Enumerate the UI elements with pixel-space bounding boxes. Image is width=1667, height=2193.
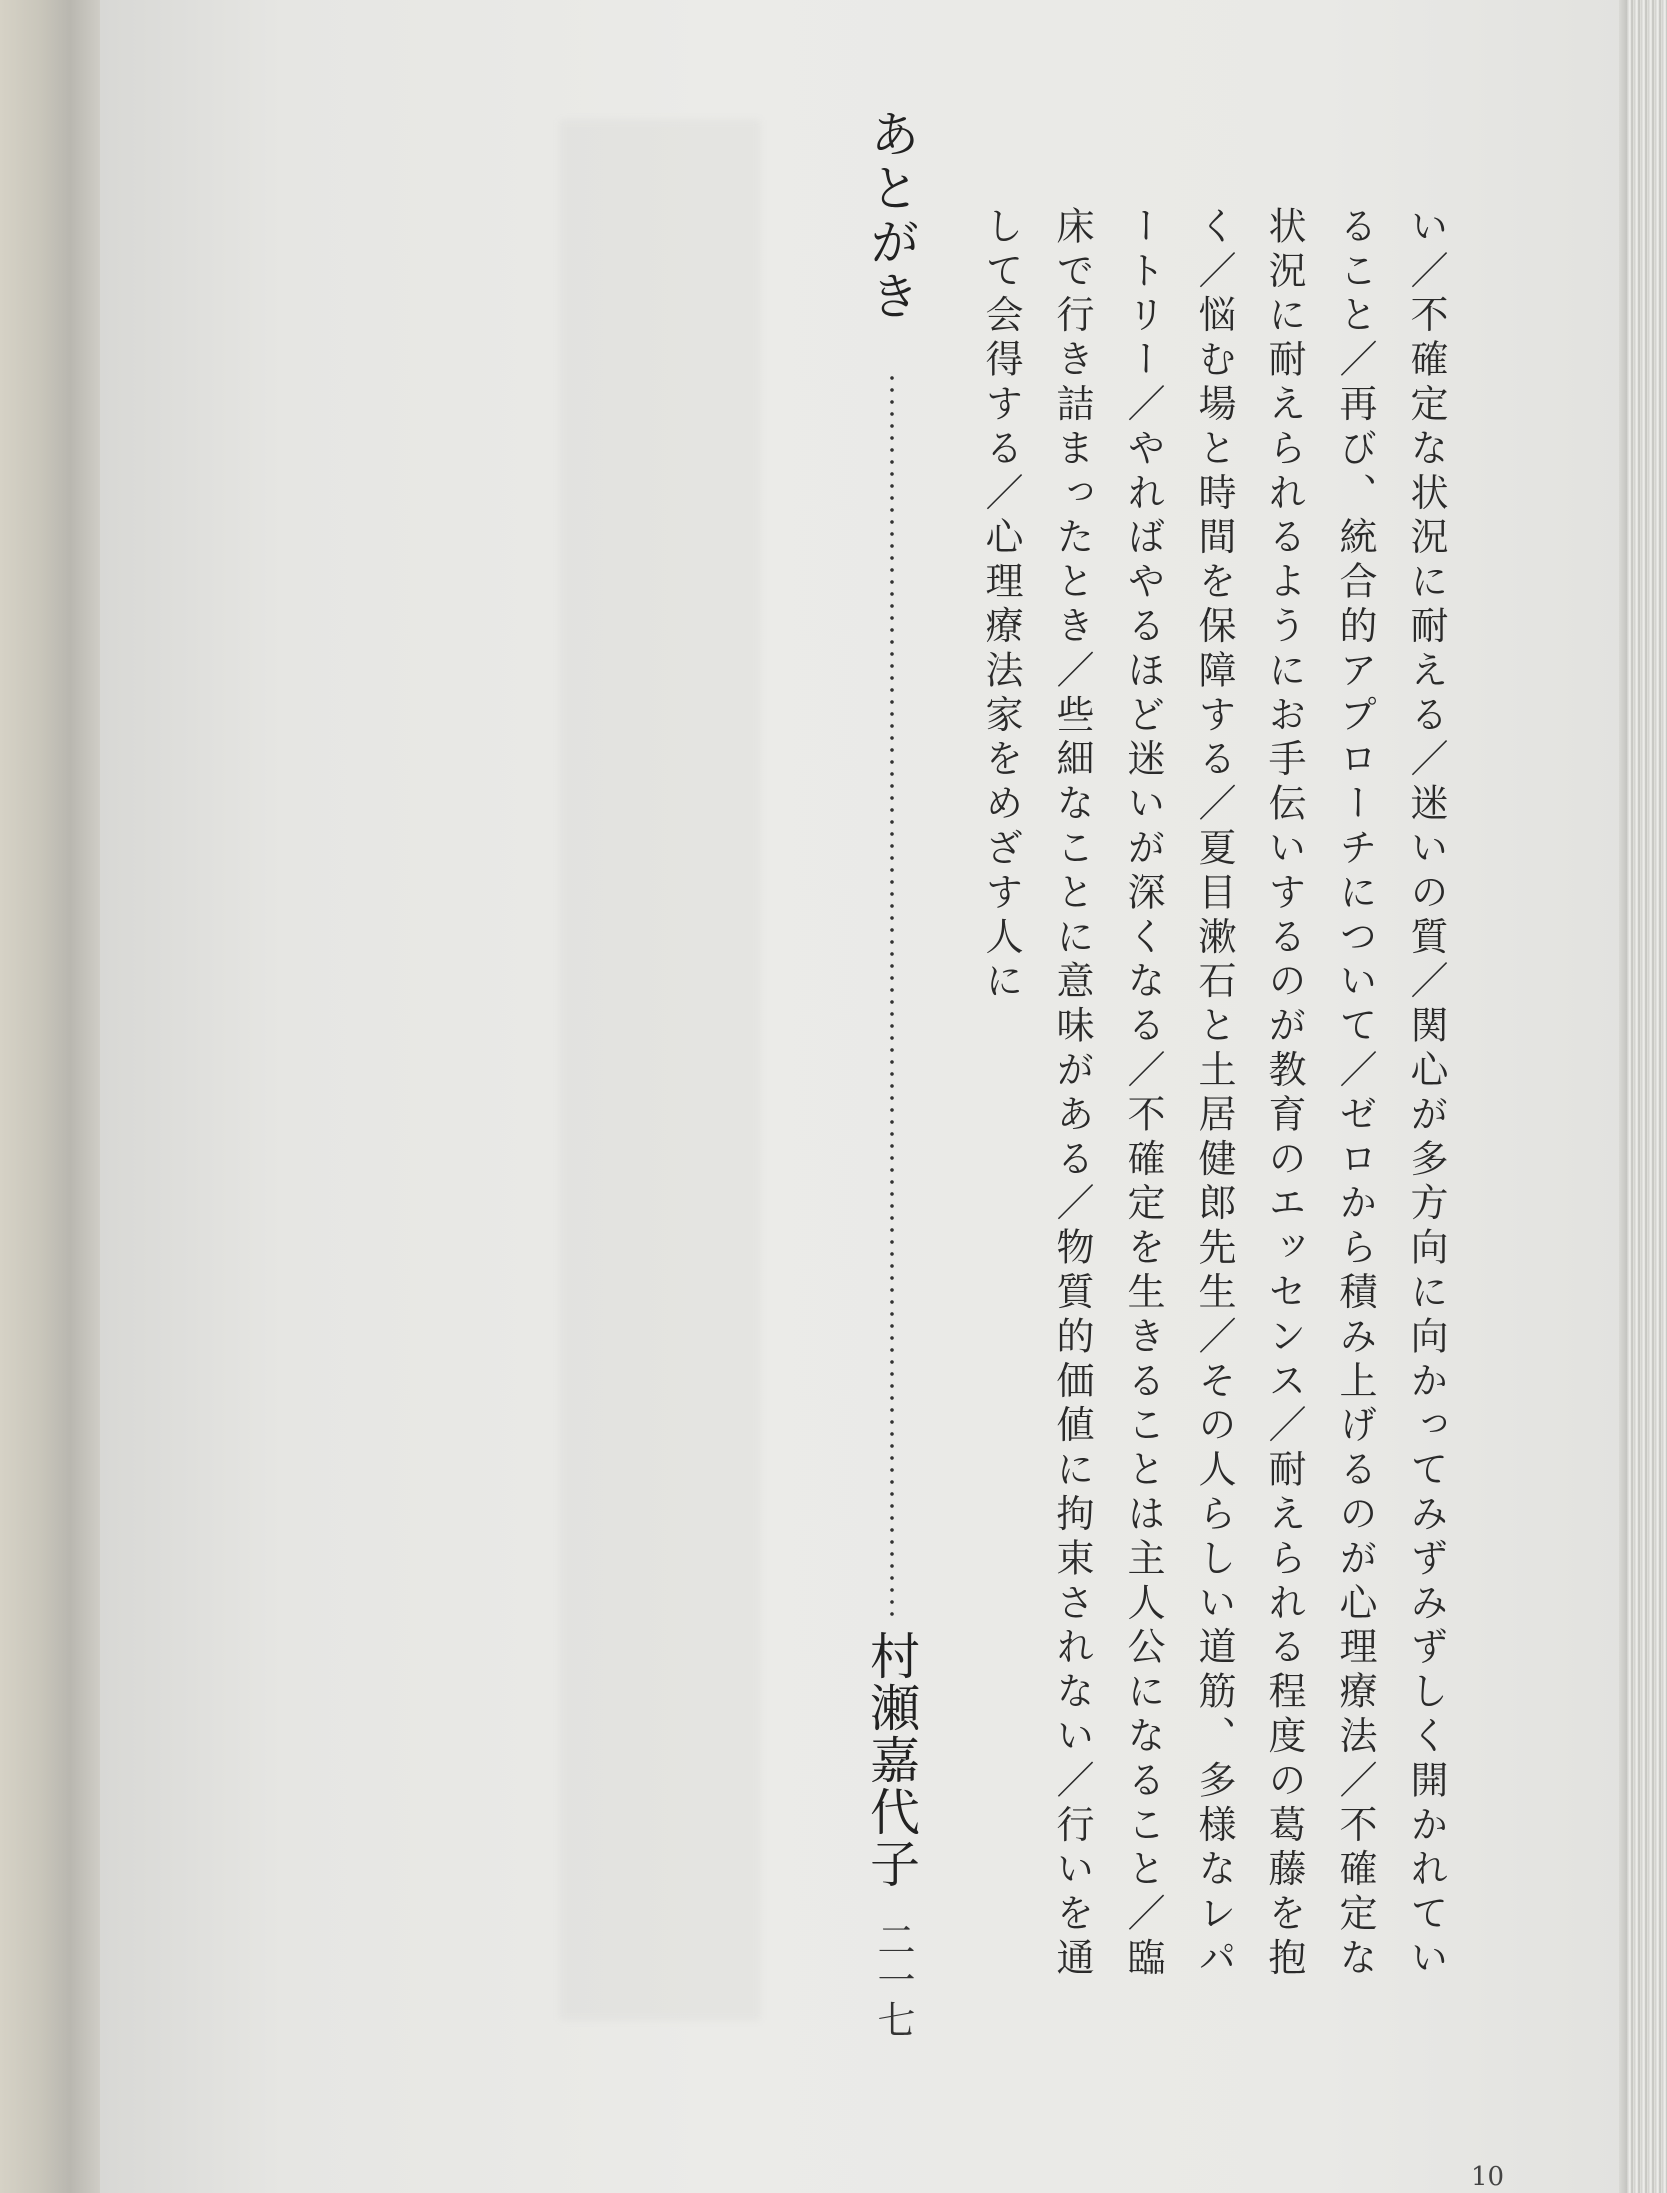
toc-line-4: く／悩む場と時間を保障する／夏目漱石と土居健郎先生／その人らしい道筋、多様なレパ xyxy=(1192,206,1236,1982)
afterword-author: 村瀬嘉代子 xyxy=(862,1630,920,1890)
folio-page-number: 10 xyxy=(1471,2162,1505,2192)
page-edges xyxy=(1627,0,1667,2193)
book-gutter-shadow xyxy=(0,0,100,2193)
toc-line-2: ること／再び、統合的アプローチについて／ゼロから積み上げるのが心理療法／不確定な xyxy=(1333,206,1377,1982)
toc-line-1: い／不確定な状況に耐える／迷いの質／関心が多方向に向かってみずみずしく開かれてい xyxy=(1404,206,1448,1982)
afterword-title: あとがき xyxy=(862,108,920,324)
toc-line-3: 状況に耐えられるようにお手伝いするのが教育のエッセンス／耐えられる程度の葛藤を抱 xyxy=(1262,206,1306,1982)
toc-line-5: ートリー／やればやるほど迷いが深くなる／不確定を生きることは主人公になること／臨 xyxy=(1121,206,1165,1982)
show-through xyxy=(560,120,760,2020)
afterword-page-number: 二一七 xyxy=(871,1920,915,2040)
toc-line-7: して会得する／心理療法家をめざす人に xyxy=(979,206,1023,1006)
toc-line-6: 床で行き詰まったとき／些細なことに意味がある／物質的価値に拘束されない／行いを通 xyxy=(1050,206,1094,1982)
dot-leader xyxy=(889,372,895,1622)
